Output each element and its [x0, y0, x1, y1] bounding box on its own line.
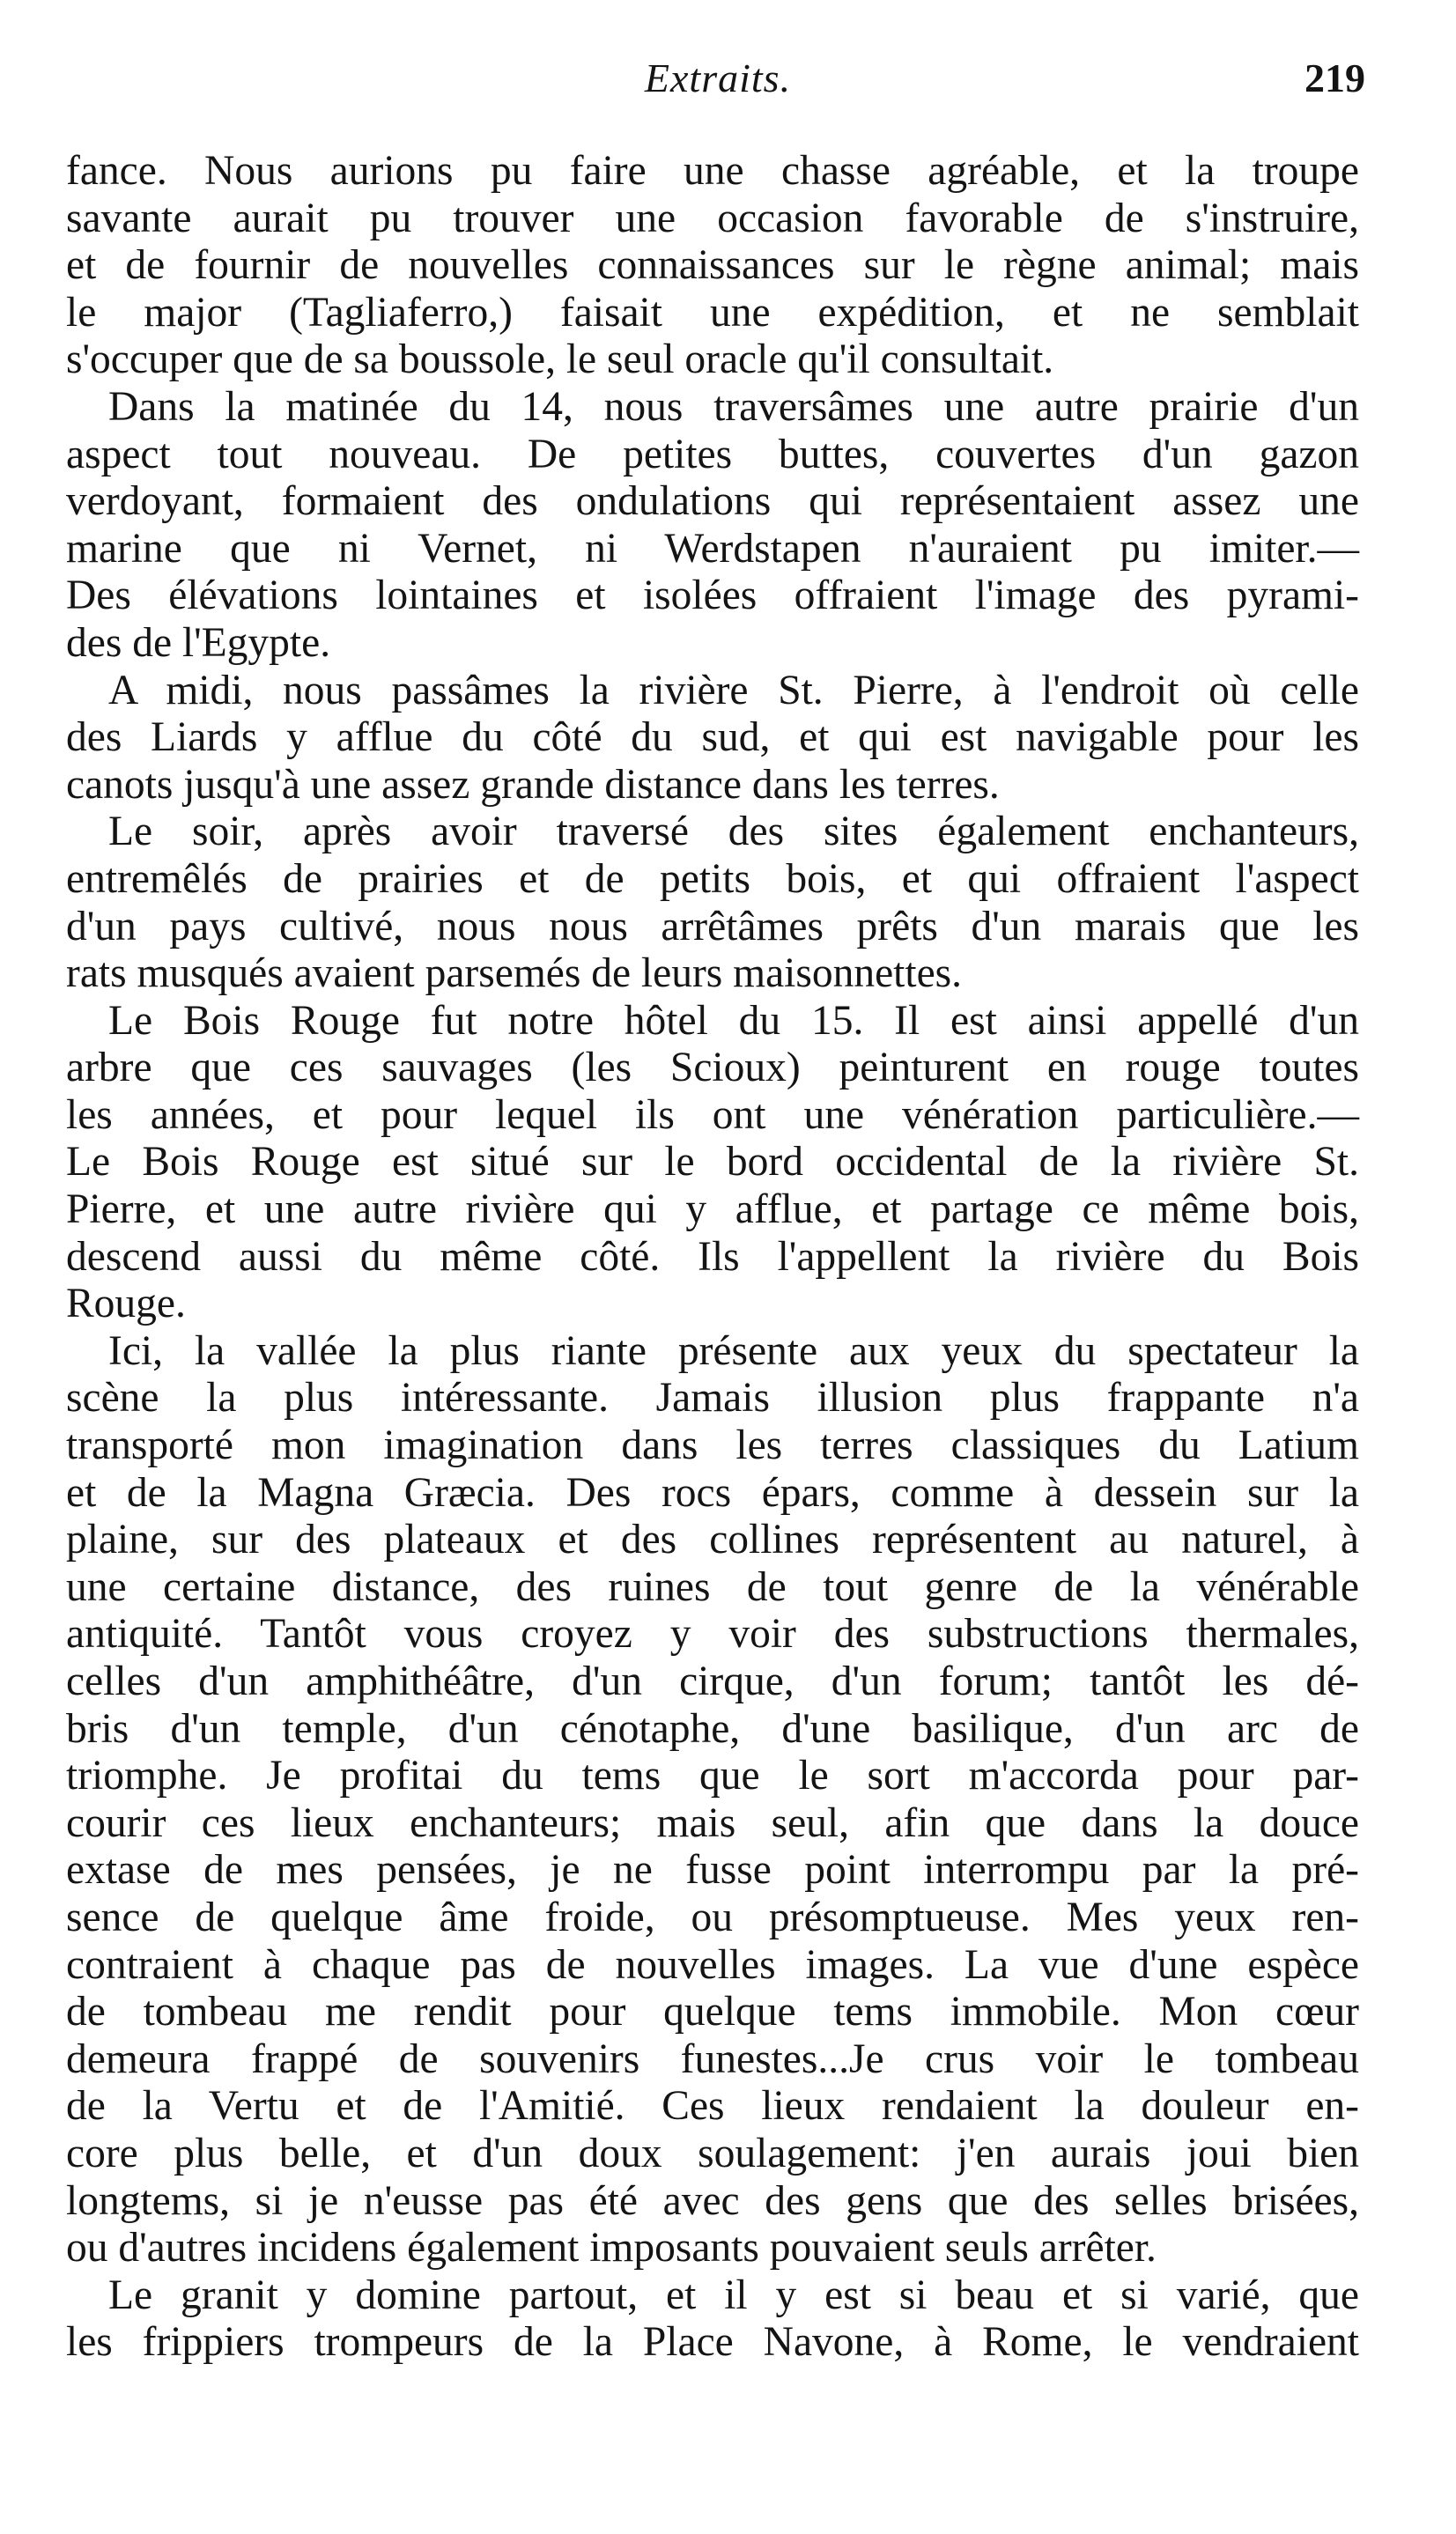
text-line: scène la plus intéressante. Jamais illusion plus frappante n'a: [66, 1375, 1359, 1422]
text-line: et de fournir de nouvelles connaissances sur le règne animal; mais: [66, 242, 1359, 289]
text-line: et de la Magna Græcia. Des rocs épars, comme à dessein sur la: [66, 1469, 1359, 1516]
text-line: antiquité. Tantôt vous croyez y voir des substructions thermales,: [66, 1611, 1359, 1658]
text-line: transporté mon imagination dans les terres classiques du Latium: [66, 1422, 1359, 1469]
text-line: canots jusqu'à une assez grande distance dans les terres.: [66, 761, 1000, 808]
text-line: de tombeau me rendit pour quelque tems immobile. Mon cœur: [66, 1989, 1359, 2035]
text-line: Pierre, et une autre rivière qui y afflue, et partage ce même bois,: [66, 1186, 1359, 1233]
text-line: fance. Nous aurions pu faire une chasse agréable, et la troupe: [66, 148, 1359, 194]
text-line: aspect tout nouveau. De petites buttes, couvertes d'un gazon: [66, 431, 1359, 477]
text-line: arbre que ces sauvages (les Scioux) peinturent en rouge toutes: [66, 1045, 1359, 1091]
text-line: d'un pays cultivé, nous nous arrêtâmes prêts d'un marais que les: [66, 903, 1359, 949]
text-line: de la Vertu et de l'Amitié. Ces lieux rendaient la douleur en-: [66, 2083, 1359, 2130]
text-line: rats musqués avaient parsemés de leurs maisonnettes.: [66, 950, 963, 997]
text-line: le major (Tagliaferro,) faisait une expédition, et ne semblait: [66, 289, 1359, 336]
text-line: les frippiers trompeurs de la Place Navone, à Rome, le vendraient: [66, 2319, 1359, 2366]
text-line: extase de mes pensées, je ne fusse point interrompu par la pré-: [66, 1847, 1359, 1894]
text-line: des de l'Egypte.: [66, 619, 331, 666]
text-line: entremêlés de prairies et de petits bois, et qui offraient l'aspect: [66, 855, 1359, 902]
text-line: s'occuper que de sa boussole, le seul oracle qu'il consultait.: [66, 336, 1054, 383]
text-line: sence de quelque âme froide, ou présomptueuse. Mes yeux ren-: [66, 1894, 1359, 1940]
text-line: triomphe. Je profitai du tems que le sort m'accorda pour par-: [66, 1753, 1359, 1799]
text-line: longtems, si je n'eusse pas été avec des gens que des selles brisées,: [66, 2177, 1359, 2224]
text-line: Ici, la vallée la plus riante présente aux yeux du spectateur la: [108, 1327, 1359, 1374]
text-line: Le Bois Rouge est situé sur le bord occidental de la rivière St.: [66, 1139, 1359, 1186]
text-line: A midi, nous passâmes la rivière St. Pierre, à l'endroit où celle: [108, 667, 1359, 713]
running-title: Extraits.: [644, 55, 792, 100]
text-line: Le soir, après avoir traversé des sites également enchanteurs,: [108, 809, 1359, 855]
text-line: savante aurait pu trouver une occasion favorable de s'instruire,: [66, 195, 1359, 241]
text-line: bris d'un temple, d'un cénotaphe, d'une basilique, d'un arc de: [66, 1705, 1359, 1752]
text-line: Dans la matinée du 14, nous traversâmes une autre prairie d'un: [108, 383, 1359, 430]
text-line: contraient à chaque pas de nouvelles images. La vue d'une espèce: [66, 1941, 1359, 1988]
text-line: une certaine distance, des ruines de tout genre de la vénérable: [66, 1563, 1359, 1610]
text-line: ou d'autres incidens également imposants pouvaient seuls arrêter.: [66, 2225, 1157, 2272]
text-line: demeura frappé de souvenirs funestes...Je crus voir le tombeau: [66, 2035, 1359, 2082]
text-line: Des élévations lointaines et isolées offraient l'image des pyrami-: [66, 573, 1359, 619]
text-line: core plus belle, et d'un doux soulagement: j'en aurais joui bien: [66, 2130, 1359, 2176]
text-line: les années, et pour lequel ils ont une vénération particulière.—: [66, 1091, 1359, 1138]
text-line: verdoyant, formaient des ondulations qui représentaient assez une: [66, 478, 1359, 525]
text-line: Le granit y domine partout, et il y est si beau et si varié, que: [108, 2272, 1359, 2318]
text-line: des Liards y afflue du côté du sud, et qui est navigable pour les: [66, 714, 1359, 761]
page-number: 219: [1304, 55, 1365, 100]
text-line: courir ces lieux enchanteurs; mais seul, afin que dans la douce: [66, 1799, 1359, 1846]
text-line: plaine, sur des plateaux et des collines représentent au naturel, à: [66, 1517, 1359, 1563]
body-text: [66, 148, 1359, 2367]
text-line: marine que ni Vernet, ni Werdstapen n'auraient pu imiter.—: [66, 525, 1359, 572]
page-header: [70, 55, 1365, 107]
text-line: descend aussi du même côté. Ils l'appellent la rivière du Bois: [66, 1233, 1359, 1280]
text-line: celles d'un amphithéâtre, d'un cirque, d'un forum; tantôt les dé-: [66, 1659, 1359, 1704]
text-line: Le Bois Rouge fut notre hôtel du 15. Il est ainsi appellé d'un: [108, 997, 1359, 1044]
text-line: Rouge.: [66, 1281, 186, 1327]
